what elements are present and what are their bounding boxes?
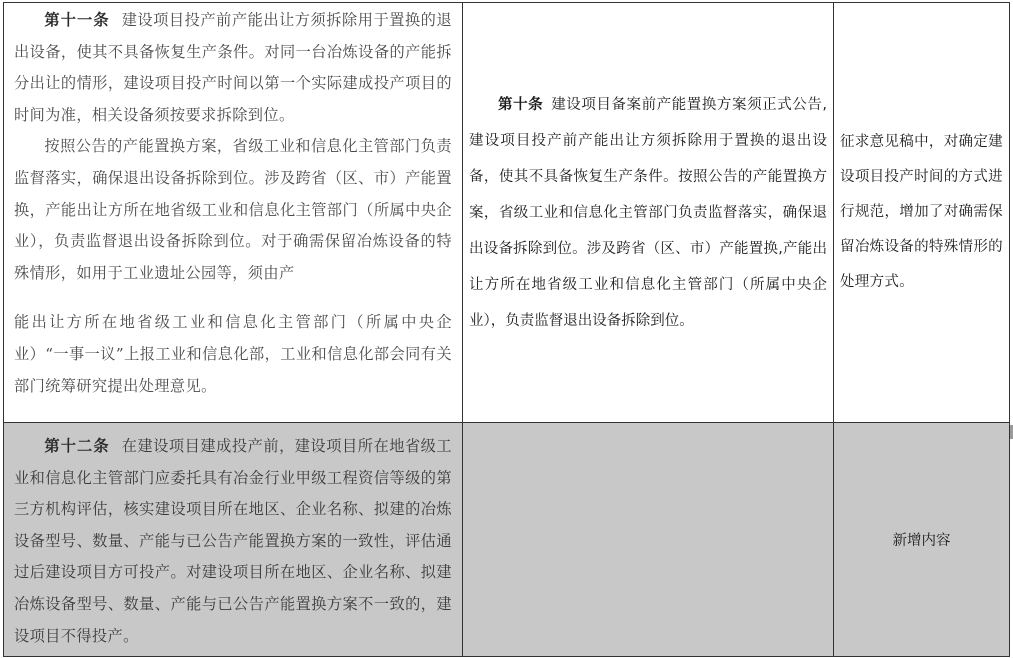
old-clause-paragraph: 按照公告的产能置换方案，省级工业和信息化主管部门负责监督落实，确保退出设备拆除到位。涉及跨省（区、市）产能置换，产能出让方所在地省级工业和信息化主管部门（所属中央企业），负责监督退出设备拆除到位。对于确需保留冶炼设备的特殊情形，如用于工业遗址公园等，须由产	[14, 137, 452, 282]
table-row	[4, 423, 1010, 657]
article-number: 第十二条	[44, 437, 110, 455]
new-clause-cell-empty	[463, 423, 834, 657]
change-note-cell	[834, 423, 1010, 657]
old-clause-paragraph: 第十一条 建设项目投产前产能出让方须拆除用于置换的退出设备，使其不具备恢复生产条件。对同一台冶炼设备的产能拆分出让的情形，建设项目投产时间以第一个实际建成投产项目的时间为准，相关设备须按要求拆除到位。	[14, 11, 453, 124]
old-clause-scan	[4, 3, 462, 402]
article-number: 第十条	[498, 96, 544, 113]
old-clause-paragraph: 能出让方所在地省级工业和信息化主管部门（所属中央企业）“一事一议”上报工业和信息化部，工业和信息化部会同有关部门统筹研究提出处理意见。	[14, 313, 452, 395]
old-clause-paragraph: 第十二条 在建设项目建成投产前，建设项目所在地省级工业和信息化主管部门应委托具有冶金行业甲级工程资信等级的第三方机构评估，核实建设项目所在地区、企业名称、拟建的冶炼设备型号、数量、产能与已公告产能置换方案的一致性，评估通过后建设项目方可投产。对建设项目所在地区、企业名称、拟建冶炼设备型号、数量、产能与已公告产能置换方案不一致的，建设项目不得投产。	[14, 437, 453, 645]
old-clause-scan	[4, 423, 462, 652]
article-number: 第十一条	[44, 11, 110, 29]
change-note-cell	[834, 3, 1010, 423]
new-clause-text: 第十条 建设项目备案前产能置换方案须正式公告,建设项目投产前产能出让方须拆除用于置换的退出设备，使其不具备恢复生产条件。按照公告的产能置换方案，省级工业和信息化主管部门负责监督落实，确保退出设备拆除到位。涉及跨省（区、市）产能置换,产能出让方所在地省级工业和信息化主管部门（所属中央企业），负责监督退出设备拆除到位。	[469, 96, 828, 329]
comparison-table	[3, 2, 1010, 657]
old-clause-cell	[4, 3, 463, 423]
page-break-gap	[14, 289, 452, 307]
new-clause-cell	[463, 3, 834, 423]
table-row	[4, 3, 1010, 423]
new-content-label: 新增内容	[892, 533, 951, 549]
old-clause-cell	[4, 423, 463, 657]
change-note-text: 征求意见稿中，对确定建设项目投产时间的方式进行规范，增加了对确需保留冶炼设备的特殊情形的处理方式。	[840, 134, 1003, 290]
